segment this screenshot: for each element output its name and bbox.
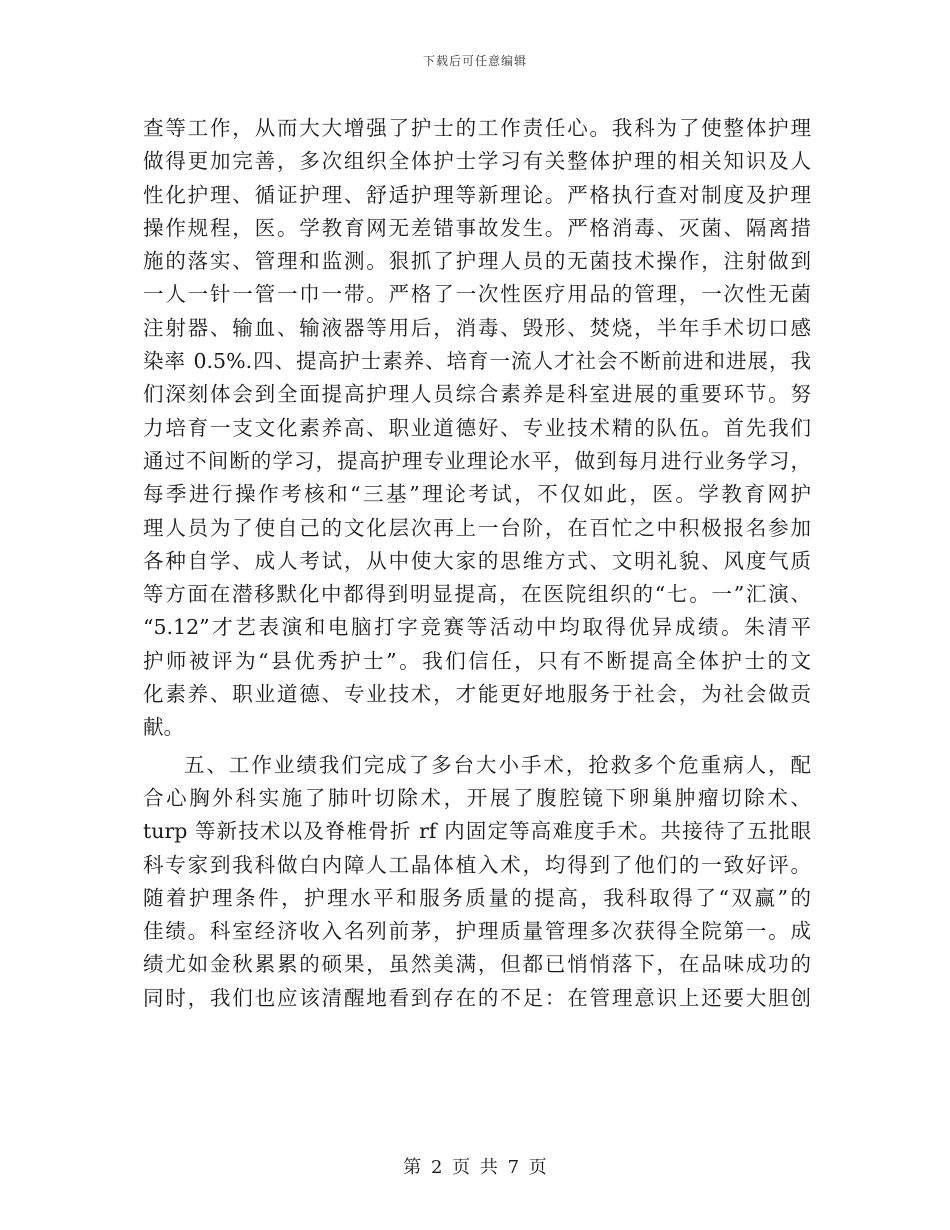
text-line: 佳绩。科室经济收入名列前茅，护理质量管理多次获得全院第一。成 [143, 919, 811, 944]
text-line: 操作规程，医。学教育网无差错事故发生。严格消毒、灭菌、隔离措 [143, 215, 811, 240]
page-footer: 第 2 页 共 7 页 [403, 1157, 547, 1178]
text-line: 科专家到我科做白内障人工晶体植入术，均得到了他们的一致好评。 [143, 852, 811, 877]
text-line: 随着护理条件，护理水平和服务质量的提高，我科取得了“双赢”的 [143, 885, 811, 910]
text-line: 注射器、输血、输液器等用后，消毒、毁形、焚烧，半年手术切口感 [143, 315, 811, 340]
text-line: 各种自学、成人考试，从中使大家的思维方式、文明礼貌、风度气质 [143, 548, 811, 573]
text-line: 力培育一支文化素养高、职业道德好、专业技术精的队伍。首先我们 [143, 415, 811, 440]
text-line: 染率 0.5%.四、提高护士素养、培育一流人才社会不断前进和进展，我 [143, 349, 811, 374]
text-line: 们深刻体会到全面提高护理人员综合素养是科室进展的重要环节。努 [143, 382, 811, 407]
text-line: 一人一针一管一巾一带。严格了一次性医疗用品的管理，一次性无菌 [143, 282, 811, 307]
text-line: 施的落实、管理和监测。狠抓了护理人员的无菌技术操作，注射做到 [143, 249, 811, 274]
text-line: “5.12”才艺表演和电脑打字竞赛等活动中均取得优异成绩。朱清平 [143, 615, 811, 640]
text-line: 合心胸外科实施了肺叶切除术，开展了腹腔镜下卵巢肿瘤切除术、 [143, 785, 811, 810]
text-line: 等方面在潜移默化中都得到明显提高，在医院组织的“七。一”汇演、 [143, 582, 811, 607]
text-line: 献。 [143, 715, 184, 740]
paragraph-1 [143, 112, 811, 745]
text-line: turp 等新技术以及脊椎骨折 rf 内固定等高难度手术。共接待了五批眼 [143, 819, 811, 844]
text-line: 绩尤如金秋累累的硕果，虽然美满，但都已悄悄落下，在品味成功的 [143, 952, 811, 977]
document-body [143, 112, 811, 1015]
text-line: 做得更加完善，多次组织全体护士学习有关整体护理的相关知识及人 [143, 149, 811, 174]
text-line: 性化护理、循证护理、舒适护理等新理论。严格执行查对制度及护理 [143, 182, 811, 207]
text-line: 理人员为了使自己的文化层次再上一台阶，在百忙之中积极报名参加 [143, 515, 811, 540]
paragraph-2 [143, 749, 811, 1015]
text-line: 同时，我们也应该清醒地看到存在的不足：在管理意识上还要大胆创 [143, 985, 811, 1010]
text-line: 化素养、职业道德、专业技术，才能更好地服务于社会，为社会做贡 [143, 682, 811, 707]
text-line: 护师被评为“县优秀护士”。我们信任，只有不断提高全体护士的文 [143, 648, 811, 673]
page-header: 下载后可任意编辑 [422, 54, 527, 68]
text-line: 五、工作业绩我们完成了多台大小手术，抢救多个危重病人，配 [184, 752, 811, 777]
text-line: 查等工作，从而大大增强了护士的工作责任心。我科为了使整体护理 [143, 116, 811, 140]
text-line: 每季进行操作考核和“三基”理论考试，不仅如此，医。学教育网护 [143, 482, 811, 507]
text-line: 通过不间断的学习，提高护理专业理论水平，做到每月进行业务学习， [143, 448, 811, 473]
